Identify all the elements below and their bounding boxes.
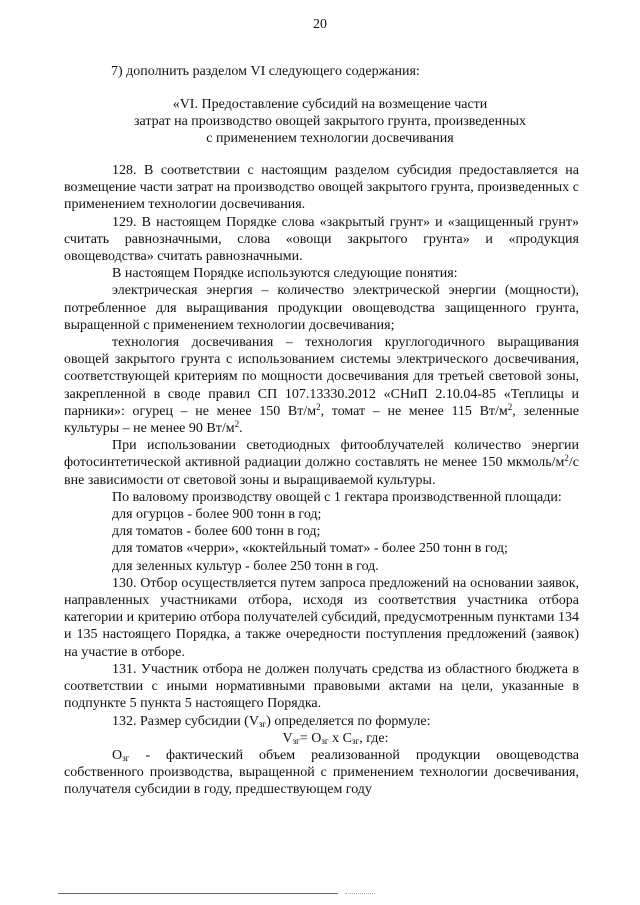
list-item: для томатов - более 600 тонн в год;: [112, 524, 321, 540]
footer-rule-faint: [345, 893, 375, 894]
document-body: [64, 162, 579, 799]
superscript: 2: [507, 401, 513, 412]
text-fragment: , зеленные культуры – не менее 90 Вт/м: [64, 403, 579, 437]
list-item: для томатов «черри», «коктейльный томат» - более 250 тонн в год;: [112, 541, 508, 557]
formula-part: = О: [299, 730, 322, 746]
formula-part: х С: [328, 730, 352, 746]
text-fragment: При использовании светодиодных фитооблучателей количество энергии фотосинтетической активной радиации должно составлять не менее 150 мкмоль/м: [64, 438, 579, 471]
section-title-line: затрат на производство овощей закрытого грунта, произведенных: [133, 114, 527, 129]
text-fragment: ) определяется по формуле:: [266, 713, 431, 729]
text-fragment: О: [112, 747, 123, 763]
paragraph-130: 130. Отбор осуществляется путем запроса предложений на основании заявок, направленных участниками отбора, исходя из соответствия участника отбора категории и критерию отбора получателей субсидий, предусмотренным пунктами 134 и 135 настоящего Порядка, а также очередности поступления предложений (заявок) на участие в отборе.: [64, 575, 579, 660]
subscript: зг: [122, 752, 130, 763]
text-fragment: технология досвечивания – технология круглогодичного выращивания овощей закрытого грунта с использованием системы электрического досвечивания, соответствующей критериям по мощности досвечивания для третьей световой зоны, закрепленной в своде правил СП 107.13330.2012 «СНиП 2.10.04-85 «Теплицы и парники»: огурец – не менее 150 Вт/м: [64, 335, 579, 419]
text-fragment: - фактический объем реализованной продукции овощеводства собственного производства, выращенной с применением технологии досвечивания, получателя субсидии в году, предшествующем году: [64, 747, 579, 798]
formula: [64, 730, 579, 747]
ozg-definition: [64, 747, 579, 799]
section-title-line: с применением технологии досвечивания: [206, 131, 454, 146]
formula-part: V: [282, 730, 293, 746]
text-fragment: 132. Размер субсидии (V: [112, 713, 259, 729]
paragraph-131: 131. Участник отбора не должен получать средства из областного бюджета в соответствии с иными нормативными правовыми актами на цели, указанные в подпункте 5 пункта 5 настоящего Порядка.: [64, 661, 579, 712]
led-paragraph: [64, 437, 579, 489]
superscript: 2: [564, 453, 569, 464]
definition-lighting-technology: [64, 334, 579, 437]
subscript: зг: [321, 735, 329, 746]
superscript: 2: [234, 419, 240, 430]
formula-part: , где:: [359, 730, 389, 746]
paragraph-129: 129. В настоящем Порядке слова «закрытый грунт» и «защищенный грунт» считать равнозначными, слова «овощи закрытого грунта» и «продукция овощеводства» считать равнозначными.: [64, 214, 579, 265]
page-number: 20: [313, 17, 327, 32]
text-fragment: , томат – не менее 115 Вт/м: [320, 403, 508, 419]
section-title-line: «VI. Предоставление субсидий на возмещение части: [172, 97, 488, 112]
list-item: для зеленных культур - более 250 тонн в год.: [112, 558, 379, 574]
subscript: зг: [258, 718, 267, 729]
list-item: для огурцов - более 900 тонн в год;: [112, 507, 322, 523]
definition-electric-energy: электрическая энергия – количество электрической энергии (мощности), потребленное для выращивания продукции овощеводства защищенного грунта, выращенной с применением технологии досвечивания;: [64, 283, 579, 333]
superscript: 2: [316, 401, 321, 412]
paragraph-128: 128. В соответствии с настоящим разделом субсидия предоставляется на возмещение части затрат на производство овощей закрытого грунта, произведенных с применением технологии досвечивания.: [64, 163, 579, 213]
section-title: [80, 96, 580, 147]
subscript: зг: [292, 735, 300, 746]
footer-rule: [58, 893, 338, 894]
gross-production-paragraph: По валовому производству овощей с 1 гектара производственной площади:: [112, 489, 562, 505]
subscript: зг: [351, 735, 360, 746]
text-fragment: .: [239, 421, 243, 437]
text-fragment: /с вне зависимости от световой зоны и выращиваемой культуры.: [64, 455, 579, 488]
concepts-intro: В настоящем Порядке используются следующие понятия:: [112, 266, 458, 282]
paragraph-132: [64, 713, 579, 730]
amendment-intro: 7) дополнить разделом VI следующего содержания:: [111, 64, 420, 79]
